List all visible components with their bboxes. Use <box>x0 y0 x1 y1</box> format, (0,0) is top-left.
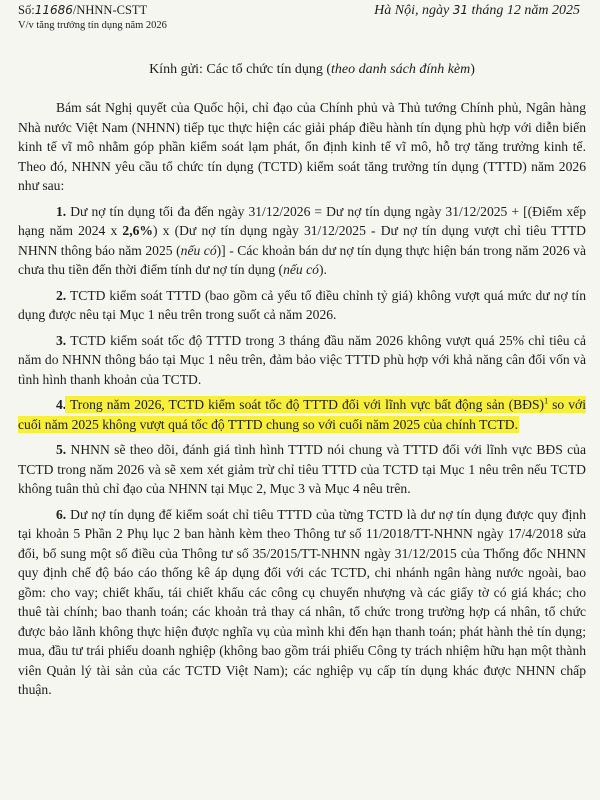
recipient-note: theo danh sách đính kèm <box>331 62 471 77</box>
item-6-text: Dư nợ tín dụng để kiểm soát chỉ tiêu TTTD của từng TCTD là dư nợ tín dụng được quy định tại khoản 5 Phần 2 Phụ lục 2 ban hành kèm theo Thông tư số 11/2018/TT-NHNN ngày 17/4/2018 sửa đổi, bổ sung một số điều của Thông tư số 35/2015/TT-NHNN ngày 31/12/2015 của Thống đốc NHNN quy định chế độ báo cáo thống kê áp dụng đối với các TCTD, chi nhánh ngân hàng nước ngoài, bao gồm: cho vay; chiết khấu, tái chiết khấu các công cụ chuyển nhượng và các giấy tờ có giá khác; cho thuê tài chính; bao thanh toán; các khoản trả thay cá nhân, tổ chức trong trường hợp cá nhân, tổ chức được bảo lãnh không thực hiện được nghĩa vụ của mình khi đến hạn thanh toán; phát hành thẻ tín dụng; mua, đầu tư trái phiếu doanh nghiệp (không bao gồm trái phiếu Công ty trách nhiệm hữu hạn một thành viên Quản lý tài sản của các TCTD Việt Nam); các nghiệp vụ cấp tín dụng khác được NHNN chấp thuận. <box>18 506 586 697</box>
item-1-note-b: nếu có <box>283 262 319 277</box>
item-4-text-b: so với cuối năm 2025 không vượt quá tốc độ TTTD chung so với cuối năm 2025 của chính TCTD. <box>18 397 586 432</box>
place-suffix: tháng 12 năm 2025 <box>468 3 580 18</box>
item-5 <box>18 440 586 499</box>
place-date <box>374 2 586 19</box>
handwritten-day: 31 <box>452 3 468 17</box>
item-5-number: 5. <box>56 442 67 457</box>
item-3 <box>18 331 586 390</box>
item-1-text-b: ) x (Dư nợ tín dụng ngày 31/12/2025 - Dư nợ tín dụng vượt chỉ tiêu TTTD NHNN thông báo năm 2025 ( <box>18 223 586 258</box>
intro-paragraph: Bám sát Nghị quyết của Quốc hội, chỉ đạo của Chính phủ và Thủ tướng Chính phủ, Ngân hàng Nhà nước Việt Nam (NHNN) tiếp tục thực hiện các giải pháp điều hành tín dụng phù hợp với diễn biến kinh tế vĩ mô nhằm góp phần kiểm soát lạm phát, ổn định kinh tế vĩ mô, hỗ trợ tăng trưởng kinh tế. Theo đó, NHNN yêu cầu tổ chức tín dụng (TCTD) kiểm soát tăng trưởng tín dụng (TTTD) năm 2026 như sau: <box>18 100 586 193</box>
item-4 <box>18 395 586 434</box>
item-1-rate: 2,6% <box>122 223 153 238</box>
item-2-text: TCTD kiểm soát TTTD (bao gồm cả yếu tố điều chỉnh tỷ giá) không vượt quá mức dư nợ tín dụng được nêu tại Mục 1 nêu trên trong suốt cả năm 2026. <box>18 287 586 322</box>
recipient-line <box>38 62 586 78</box>
item-1-note-a: nếu có <box>180 242 217 258</box>
item-6 <box>18 505 586 700</box>
handwritten-ref-number: 11686 <box>34 3 73 17</box>
place-prefix: Hà Nội, ngày <box>374 3 453 18</box>
item-4-number: 4. <box>56 397 67 412</box>
item-6-number: 6. <box>56 506 67 522</box>
document-header <box>18 2 586 32</box>
item-1-text-c: )] - Các khoản bán dư nợ tín dụng thực hiện bán trong năm 2026 và chưa thu tiền đến thời điểm tính dư nợ tín dụng ( <box>18 242 586 277</box>
item-1-text-a: Dư nợ tín dụng tối đa đến ngày 31/12/2026 = Dư nợ tín dụng ngày 31/12/2025 + [(Điểm xếp hạng năm 2024 x <box>18 203 586 238</box>
item-1-text-d: ). <box>318 262 327 277</box>
ref-suffix: /NHNN-CSTT <box>72 3 148 17</box>
footnote-marker: 1 <box>544 396 549 406</box>
item-5-text: NHNN sẽ theo dõi, đánh giá tình hình TTTD nói chung và TTTD đối với lĩnh vực BĐS của TCTD trong năm 2026 và sẽ xem xét giảm trừ chỉ tiêu TTTD của TCTD tại Mục 1 nêu trên nếu TCTD không tuân thủ chỉ đạo của NHNN tại Mục 2, Mục 3 và Mục 4 nêu trên. <box>18 442 586 496</box>
ref-prefix: Số: <box>18 3 35 17</box>
item-3-number: 3. <box>56 332 67 348</box>
item-2 <box>18 286 586 325</box>
reference-block <box>18 2 167 32</box>
item-1-number: 1. <box>56 203 67 219</box>
item-2-number: 2. <box>56 287 67 303</box>
recipient-close: ) <box>470 62 475 77</box>
item-4-text-a: Trong năm 2026, TCTD kiểm soát tốc độ TTTD đối với lĩnh vực bất động sản (BĐS) <box>66 397 545 412</box>
reference-number <box>18 2 167 18</box>
item-4-highlight <box>18 397 586 432</box>
item-3-text: TCTD kiểm soát tốc độ TTTD trong 3 tháng đầu năm 2026 không vượt quá 25% chỉ tiêu cả năm do NHNN thông báo tại Mục 1 nêu trên, đảm bảo việc TTTD phù hợp với khả năng cân đối vốn và tình hình thanh khoản của TCTD. <box>18 332 586 387</box>
item-1 <box>18 202 586 280</box>
document-subject: V/v tăng trưởng tín dụng năm 2026 <box>18 20 167 31</box>
recipient-label: Kính gửi: Các tổ chức tín dụng ( <box>149 62 332 77</box>
